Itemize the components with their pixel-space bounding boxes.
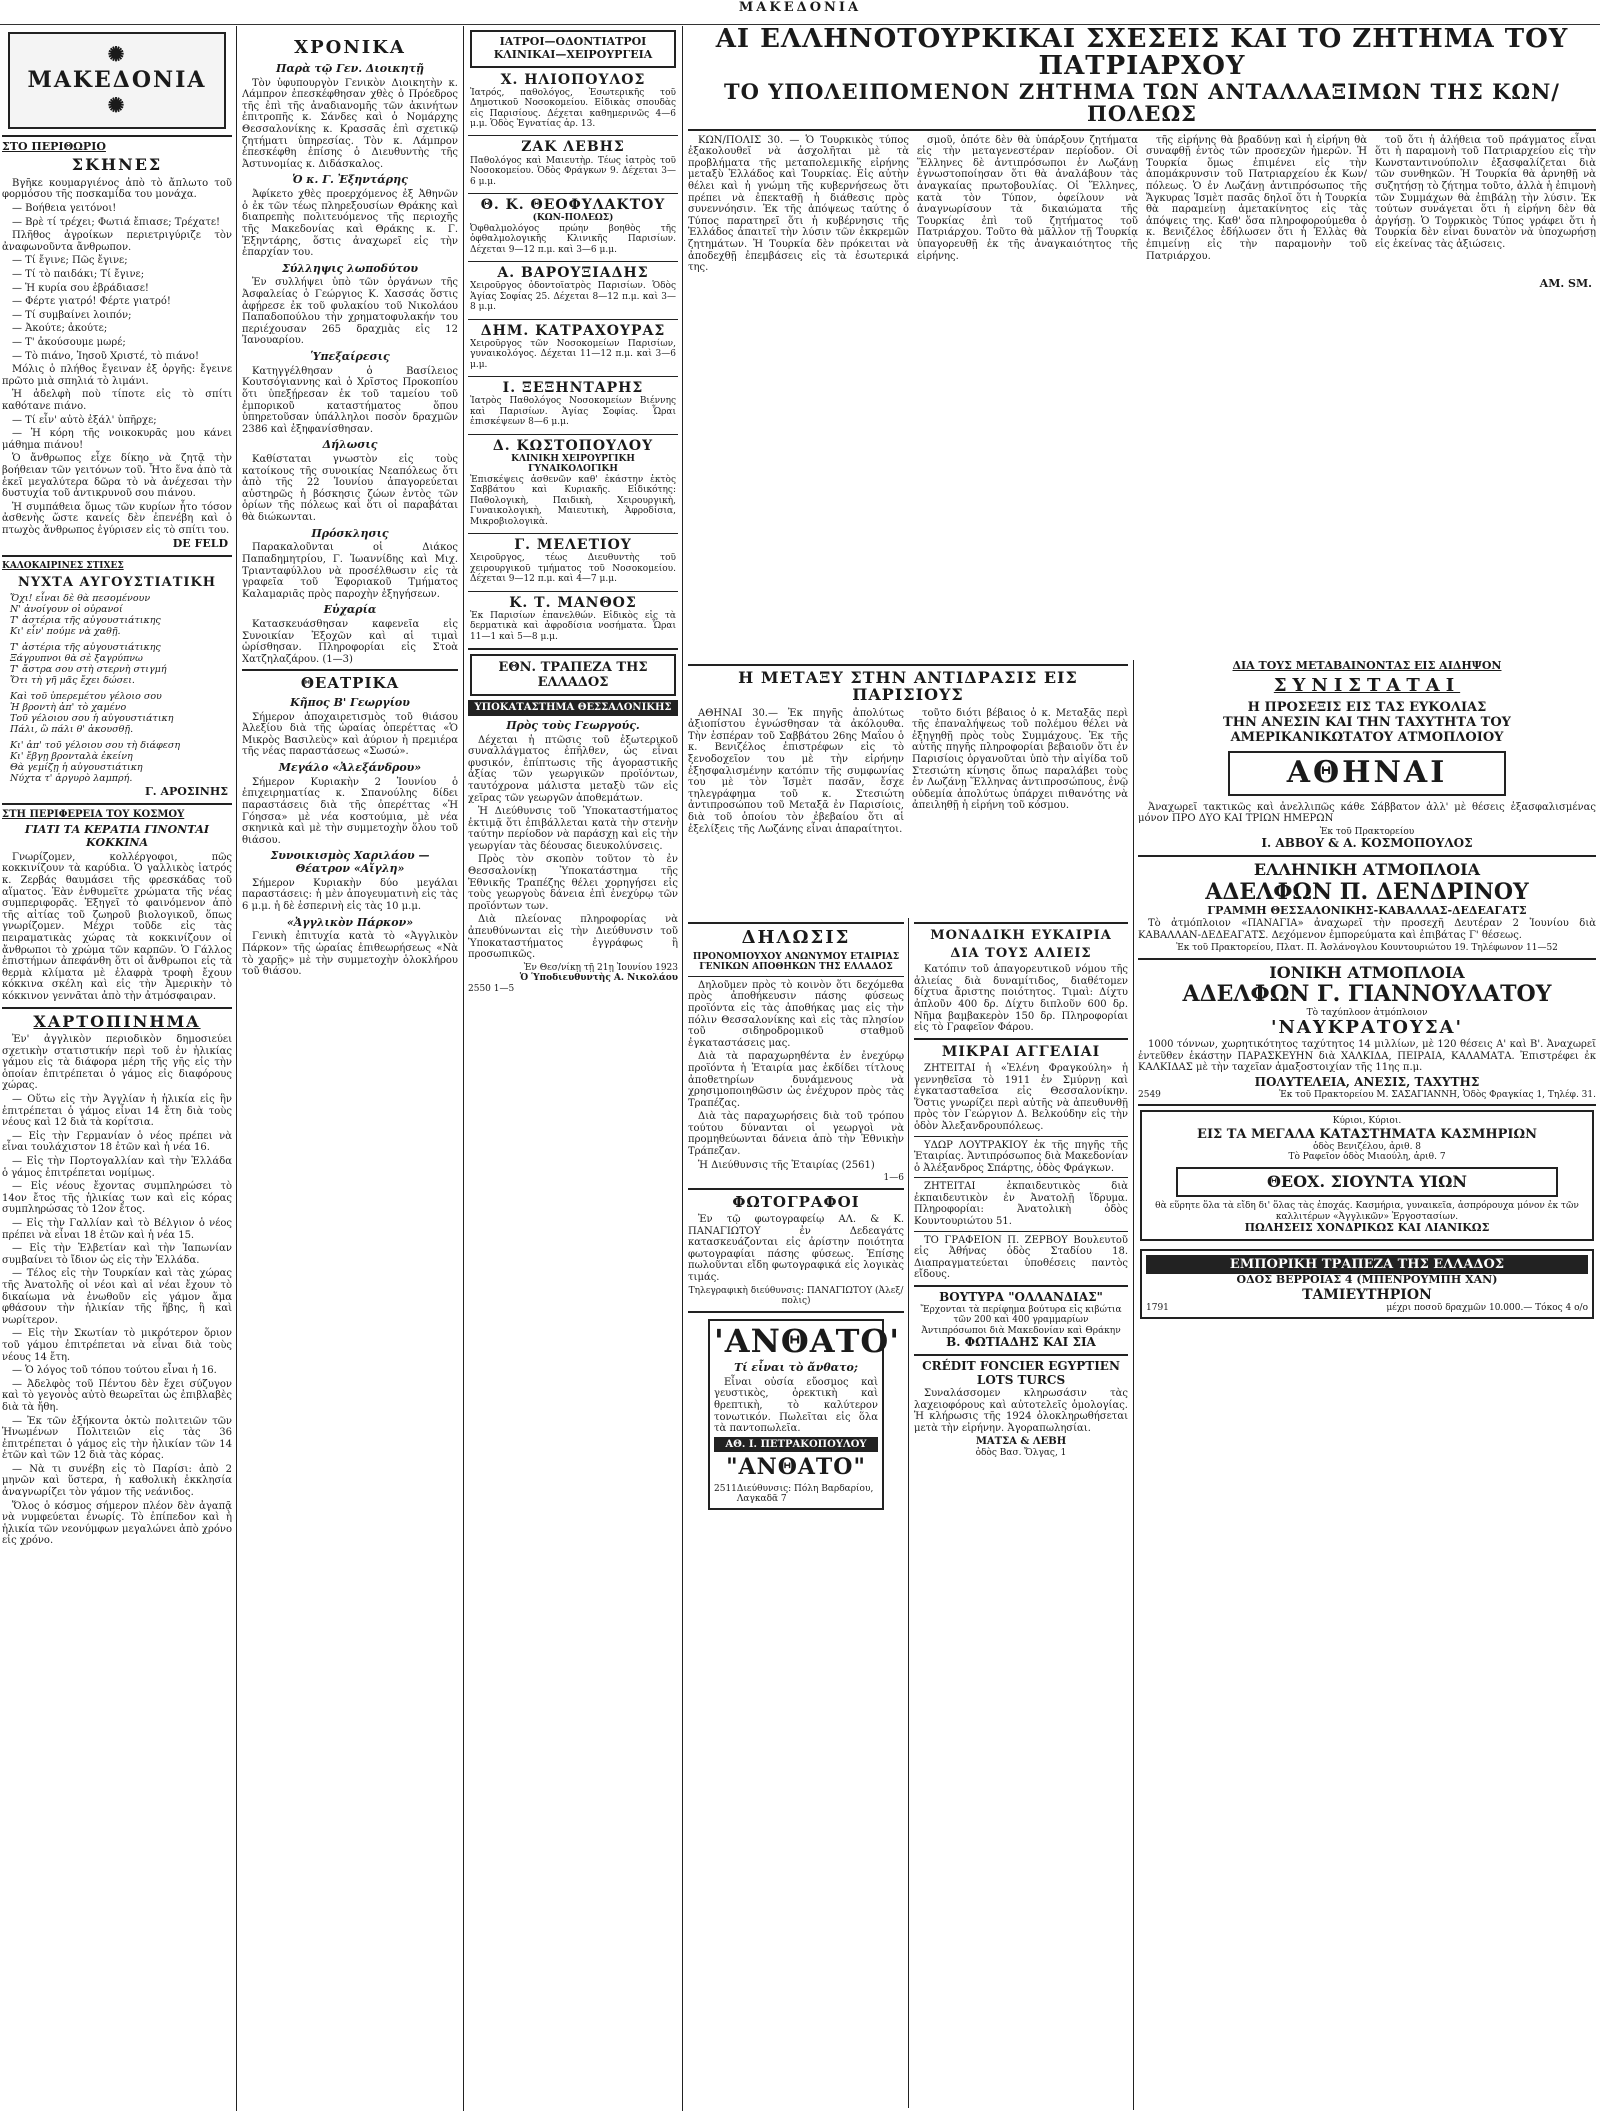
column-ads-left: [688, 918, 904, 2108]
classifieds: ΜΙΚΡΑΙ ΑΓΓΕΛΙΑΙ ΖΗΤΕΙΤΑΙ ἡ «Ἑλένη Φραγκούλη» ἡ γεννηθεῖσα τὸ 1911 ἐν Σμύρνῃ καὶ ἐγκατασταθεῖσα εἰς Θεσσαλονίκην. Ὅστις γνωρίζει περὶ αὐτῆς νὰ ἀπευθυνθῇ πρὸς τὸν Γεώργιον Δ. Βελκούδην εἰς τὴν ὁδὸν Ἀλεξανδρουπόλεως. ΥΔΩΡ ΛΟΥΤΡΑΚΙΟΥ ἐκ τῆς πηγῆς τῆς Ἑταιρίας. Ἀντιπρόσωπος διὰ Μακεδονίαν ὁ Ἀλέξανδρος Σπάρτης, ὁδὸς Φράγκων. ΖΗΤΕΙΤΑΙ ἐκπαιδευτικὸς διὰ ἐκπαιδευτικὸν ἐν Ἀνατολῇ ἵδρυμα. Πληροφορίαι: Ἀνατολικὴ ὁδὸς Κουντουριώτου 51. ΤΟ ΓΡΑΦΕΙΟΝ Π. ΖΕΡΒΟΥ Βουλευτοῦ εἰς Ἀθήνας ὁδὸς Σταδίου 18. Διαπραγματεύεται ὑποθέσεις παντὸς εἴδους.: [914, 1043, 1128, 1281]
lead-subheadline: ΤΟ ΥΠΟΛΕΙΠΟΜΕΝΟΝ ΖΗΤΗΜΑ ΤΩΝ ΑΝΤΑΛΛΑΞΙΜΩΝ ΤΗΣ ΚΩΝ/ΠΟΛΕΩΣ: [724, 78, 1560, 126]
article-body: Γνωρίζομεν, κολλέργοφοι, πῶς κοκκινίζουν τὰ καρύδια. Ὁ γαλλικὸς ἰατρός κ. Ζερβάς θαυμάσει τῆς φρεσκάδας τοῦ αἵματος. Ἐὰν ἐνθυμεῖτε χρώματα τῆς νέας συμπεριφορᾶς. Ἐξηγεῖ τὸ φαινόμενον ἀπὸ τῆς αἰτίας τοῦ ζωηροῦ βιολογικοῦ, ὅπως γνωρίζομεν. Μέχρι τοῦδε εἰς τὰς πειραματικὰς χώρας τὰ κοκκινίζουν οἱ ἄνθρωποι τὸ χρώμα τῶν καρπῶν. Ὁ Γάλλος ἐπιστήμων ἀπεφάνθη ὅτι οἱ ἄνθρωποι εἰς τὰ θερμὰ κλίματα μὲ ἐλαφρὰ τροφὴ ἔχουν κόκκινα σκέλη καὶ εἰς τὴν Ἀμερικὴν τὸ κόκκινον γεννᾶται ἀπὸ τὴν ἀτμόσφαιραν.: [2, 851, 232, 1002]
news-items: Παρὰ τῷ Γεν. Διοικητῇ Τὸν ὑφυπουργὸν Γενικὸν Διοικητὴν κ. Λάμπρον ἐπεσκέφθησαν χθὲς ὁ Πρόεδρος τῆς ἐπὶ τῆς ἀναδιανομῆς τῶν ἀκινήτων ἐπιτροπῆς κ. Σάνδες καὶ ὁ Νομάρχης Θεσσαλονίκης κ. Κρασσᾶς ἐπὶ σχετικῷ ζητήματι ὑπηρεσίας. Τὸν κ. Λάμπρον ἐπεσκέφθη ἐπίσης ὁ Διευθυντὴς τῆς Ἀστυνομίας κ. Διδάσκαλος. Ὁ κ. Γ. Ἐξηντάρης Ἀφίκετο χθὲς προερχόμενος ἐξ Ἀθηνῶν ὁ ἐκ τῶν τέως πληρεξουσίων Θράκης καὶ διαπρεπὴς πολιτευόμενος τῆς περιοχῆς τῆς Μακεδονίας καὶ Θράκης κ. Γ. Ἐξηντάρης, ὅστις ἀναχωρεῖ εἰς τὴν ἐπαρχίαν του. Σύλληψις λωποδύτου Ἐν συλλήψει ὑπὸ τῶν ὀργάνων τῆς Ἀσφαλείας ὁ Γεώργιος Κ. Χασσάς ὅστις ἀφῄρεσε ἐκ τοῦ φυλακίου τοῦ Νικολάου Παπαδοπούλου τὴν χρηματοφυλακήν του περιέχουσαν 265 δραχμὰς εἰς 12 Ἰανουαρίου. Ὑπεξαίρεσις Κατηγγέλθησαν ὁ Βασίλειος Κουτσόγιαννης καὶ ὁ Χρῖστος Προκοπίου ὅτι ὑπεξῄρεσαν ἐκ τοῦ ταμείου τοῦ ἐμπορικοῦ καταστήματος ὅπου ὑπηρετοῦσαν ὑπάλληλοι ποσὸν δραχμῶν 2386 καὶ ἐξηφανίσθησαν. Δήλωσις Καθίσταται γνωστὸν εἰς τοὺς κατοίκους τῆς συνοικίας Νεαπόλεως ὅτι ἀπὸ τῆς 22 Ἰουνίου ἀπαγορεύεται αὐστηρῶς ἡ βόσκησις ζώων ἐντὸς τῶν ὁρίων τῆς πόλεως καὶ ὅτι οἱ παραβάται θὰ διώκωνται. Πρόσκλησις Παρακαλοῦνται οἱ Διάκος Παπαδημητρίου, Γ. Ἰωαννίδης καὶ Μιχ. Τριανταφύλλου νὰ προσέλθωσιν εἰς τὰ γραφεῖα τοῦ Ἐφοριακοῦ Τμήματος Καλαμαριᾶς πρὸς παροχὴν ἐξηγήσεων. Εὐχαρία Κατασκευάσθησαν καφενεῖα εἰς Συνοικίαν Ἐξοχῶν καὶ αἱ τιμαὶ ὡρίσθησαν. Πληροφορίαι εἰς Στοὰ Χατζηλαζάρου. (1—3): [242, 61, 458, 665]
column-3: [468, 26, 678, 2111]
logo-text: ΜΑΚΕΔΟΝΙΑ: [27, 66, 207, 93]
lead-headline: ΑΙ ΕΛΛΗΝΟΤΟΥΡΚΙΚΑΙ ΣΧΕΣΕΙΣ ΚΑΙ ΤΟ ΖΗΤΗΜΑ ΤΟΥ ΠΑΤΡΙΑΡΧΟΥ: [715, 26, 1569, 82]
steamer-athinai-ad: ΔΙΑ ΤΟΥΣ ΜΕΤΑΒΑΙΝΟΝΤΑΣ ΕΙΣ ΑΙΔΗΨΟΝ ΣΥΝΙΣΤΑΤΑΙ Η ΠΡΟΣΕΞΙΣ ΕΙΣ ΤΑΣ ΕΥΚΟΛΙΑΣ ΤΗΝ ΑΝΕΣΙΝ ΚΑΙ ΤΗΝ ΤΑΧΥΤΗΤΑ ΤΟΥ ΑΜΕΡΙΚΑΝΙΚΩΤΑΤΟΥ ΑΤΜΟΠΛΟΙΟΥ ΑΘΗΝΑΙ Ἀναχωρεῖ τακτικῶς καὶ ἀνελλιπῶς κάθε Σάββατον ἀλλ' μὲ θέσεις ἐξασφαλισμένας μόνον ΠΡΟ ΔΥΟ ΚΑΙ ΤΡΙΩΝ ΗΜΕΡΩΝ Ἐκ τοῦ Πρακτορείου Ι. ΑΒΒΟΥ & Α. ΚΟΣΜΟΠΟΥΛΟΣ: [1138, 660, 1596, 851]
column-shipping-ads: [1138, 660, 1596, 2110]
photographers-ad: ΦΩΤΟΓΡΑΦΟΙ Ἐν τῷ φωτογραφείῳ ΑΛ. & Κ. ΠΑΝΑΓΙΩΤΟΥ ἐν Δεδεαγάτς κατασκευάζονται εἰς ἀρίστην ποιότητα φωτογραφίαι πάσης φύσεως. Ἐπίσης πωλοῦνται εἴδη φωτογραφικά εἰς λογικὰς τιμάς. Τηλεγραφικὴ διεύθυνσις: ΠΑΝΑΓΙΩΤΟΥ (Ἀλεξ/πολις): [688, 1192, 904, 1307]
butter-ad: ΒΟΥΤΥΡΑ "ΟΛΛΑΝΔΙΑΣ" Ἔρχονται τὰ περίφημα βούτυρα εἰς κιβώτια τῶν 200 καὶ 400 γραμμαρίων Ἀντιπρόσωποι διὰ Μακεδονίαν καὶ Θράκην Β. ΦΩΤΙΑΔΗΣ ΚΑΙ ΣΙΑ: [920, 1290, 1122, 1350]
storage-notice: ΔΗΛΩΣΙΣ ΠΡΟΝΟΜΙΟΥΧΟΥ ΑΝΩΝΥΜΟΥ ΕΤΑΙΡΙΑΣ ΓΕΝΙΚΩΝ ΑΠΟΘΗΚΩΝ ΤΗΣ ΕΛΛΑΔΟΣ Δηλοῦμεν πρὸς τὸ κοινὸν ὅτι δεχόμεθα πρὸς ἀποθήκευσιν πάσης φύσεως προϊόντα εἰς τὰς ἀποθήκας μας εἰς τὴν πόλιν Θεσσαλονίκης καὶ εἰς τὰς πλησίον τοῦ σιδηροδρομικοῦ σταθμοῦ ἐγκαταστάσεις μας. Διὰ τὰ παραχωρηθέντα ἐν ἐνεχύρῳ προϊόντα ἡ Ἑταιρία μας ἐκδίδει τίτλους ἀποθετηρίων δυνάμενους νὰ χρησιμοποιηθῶσιν ὡς ἐνέχυρον πρὸς τὰς Τραπέζας. Διὰ τὰς παραχωρήσεις διὰ τοῦ τρόπου τούτου δύνανται οἱ γεωργοὶ νὰ προμηθεύωνται δάνεια ἀπὸ τὴν Ἐθνικὴν Τράπεζαν. Ἡ Διεύθυνσις τῆς Ἑταιρίας (2561) 1—6: [688, 927, 904, 1184]
giannoulatou-ad: ΙΟΝΙΚΗ ΑΤΜΟΠΛΟΙΑ ΑΔΕΛΦΩΝ Γ. ΓΙΑΝΝΟΥΛΑΤΟΥ Τὸ ταχύπλοον ἀτμόπλοιον 'ΝΑΥΚΡΑΤΟΥΣΑ' 1000 τόννων, χωρητικότητος ταχύτητος 14 μιλλίων, μὲ 120 θέσεις Α' καὶ Β'. Ἀναχωρεῖ ἐντεῦθεν ἑκάστην ΠΑΡΑΣΚΕΥΗΝ διὰ ΧΑΛΚΙΔΑ, ΠΕΙΡΑΙΑ, ΚΑΛΑΜΑΤΑ. Ἐπιστρέφει ἐκ ΚΑΛΚΙΔΑΣ μὲ τὴν ταχεῖαν ἁμαξοστοιχίαν τῆς 11ης π.μ. ΠΟΛΥΤΕΛΕΙΑ, ΑΝΕΣΙΣ, ΤΑΧΥΤΗΣ 2549 Ἐκ τοῦ Πρακτορείου Μ. ΣΑΣΑΓΙΑΝΝΗ, Ὁδὸς Φραγκίας 1, Τηλέφ. 31.: [1138, 962, 1596, 1100]
poem-signature: Γ. ΑΡΟΣΙΝΗΣ: [144, 784, 228, 798]
signature: DE FELD: [172, 537, 228, 551]
rubric: ΣΤΗ ΠΕΡΙΦΕΡΕΙΑ ΤΟΥ ΚΟΣΜΟΥ: [2, 808, 185, 820]
article-body: Ἐν' ἀγγλικὸν περιοδικὸν δημοσιεύει σχετικὴν στατιστικήν περὶ τοῦ ἐν ἡλικίας γάμου εἰς τὰ διάφορα μέρη τῆς γῆς εἰς τὴν ὁποίαν ἐπιτρέπεται ὁ γάμος εἰς διαφόρους χώρας. — Οὕτω εἰς τὴν Ἀγγλίαν ἡ ἡλικία εἰς ἣν ἐπιτρέπεται ὁ γάμος εἶναι 14 ἔτη διὰ τοὺς νέους καὶ 12 διὰ τὰ κορίτσια. — Εἰς τὴν Γερμανίαν ὁ νέος πρέπει νὰ εἶναι τουλάχιστον 18 ἐτῶν καὶ ἡ νέα 16. — Εἰς τὴν Πορτογαλλίαν καὶ τὴν Ἑλλάδα ὁ γάμος ἐπιτρέπεται νομίμως. — Εἰς νέους ἔχοντας συμπληρώσει τὸ 14ον ἔτος τῆς ἡλικίας των καὶ εἰς κόρας συμπληρώσας τὸ 12ον ἔτος. — Εἰς τὴν Γαλλίαν καὶ τὸ Βέλγιον ὁ νέος πρέπει νὰ εἶναι 18 ἐτῶν καὶ ἡ νέα 15. — Εἰς τὴν Ἑλβετίαν καὶ τὴν Ἰαπωνίαν συμβαίνει τὸ ἴδιον ὡς εἰς τὴν Ἑλλάδα. — Τέλος εἰς τὴν Τουρκίαν καὶ τὰς χώρας τῆς Ἀνατολῆς οἱ νέοι καὶ αἱ νέαι ἔχουν τὸ δικαίωμα νὰ ἐνωθοῦν εἰς γάμον ἅμα φθάσουν τὴν ἡλικίαν τῆς ἥβης, ἢ καὶ νωρίτερον. — Εἰς τὴν Σκωτίαν τὸ μικρότερον ὅριον τοῦ γάμου ἐπιτρέπεται νὰ εἶναι διὰ τοὺς νέους 14 ἔτη. — Ὁ λόγος τοῦ τόπου τούτου εἶναι ἡ 16. — Ἀδελφὸς τοῦ Πέντου δὲν ἔχει σύζυγον καὶ τὸ γεγονὸς αὐτὸ θεωρεῖται ὡς ἐπιβλαβὲς διὰ τὰ ἤθη. — Ἐκ τῶν ἐξήκοντα ὀκτὼ πολιτειῶν τῶν Ἡνωμένων Πολιτειῶν εἰς τὰς 36 ἐπιτρέπεται ὁ γάμος εἰς τὴν ἡλικίαν τῶν 14 ἐτῶν καὶ τῶν 12 διὰ τὰς κόρας. — Νὰ τι συνέβη εἰς τὸ Παρίσι: ἀπὸ 2 μηνῶν καὶ ὕστερα, ἡ καθολικὴ ἐκκλησία ἀναγνωρίζει τὸν γάμον τῆς νεάνιδος. Ὅλος ὁ κόσμος σήμερον πλέον δὲν ἀγαπᾷ νὰ νυμφεύεται ἐνωρίς. Τὸ ἐπίπεδον καὶ ἡ ἡλικία τῶν νεονύμφων μεγαλώνει ἀπὸ χρόνο εἰς χρόνο.: [2, 1034, 232, 1547]
credit-foncier-ad: CRÉDIT FONCIER EGYPTIEN LOTS TURCS Συναλάσσομεν κληρωσάσιν τὰς λαχειοφόρους καὶ αὐτοτελεῖς ὁμολογίας. Ἡ κλήρωσις τῆς 1924 ὁλοκληρωθήσεται μετὰ τὴν εἰρήνην. Ἀγοραπωλησίαι. ΜΑΤΣΑ & ΛΕΒΗ ὁδὸς Βασ. Ὄλγας, 1: [914, 1359, 1128, 1458]
column-ads-right: [914, 918, 1128, 2108]
poem: Ὅχι! εἶναι δὲ θὰ πεσομένουν Ν' ἀνοίγουν οἱ οὐρανοί Τ' ἀστέρια τῆς αὐγουστιάτικης Κι' εἶν' πούμε νὰ χαθῇ. Τ' ἀστέρια τῆς αὐγουστιάτικης Ξάγρυπνοι θὰ σὲ ξαγρύπνω Τ' ἄστρα σου στὴ στερνὴ στιγμή Ὅτι τὴ γῆ μᾶς ἔχει δώσει. Καὶ τοῦ ὑπερεμέτου γέλοιο σου Ἡ βροντὴ ἀπ' τὸ χαμένο Τοῦ γέλοιου σου ἡ αὐγουστιάτικη Πάλι, ὢ πάλι θ' ἀκουσθῇ. Κι' ἀπ' τοῦ γέλοιου σου τὴ διάφεση Κι' ἔβγῃ βρονταλὰ ἐκείνη Θὰ γεμίζῃ ἡ αὐγουστιάτικη Νύχτα τ' ἀργυρὸ λαμπρή.: [10, 592, 181, 784]
fishers-ad: ΜΟΝΑΔΙΚΗ ΕΥΚΑΙΡΙΑ ΔΙΑ ΤΟΥΣ ΑΛΙΕΙΣ Κατόπιν τοῦ ἀπαγορευτικοῦ νόμου τῆς ἁλιείας διὰ δυναμίτιδος, διαθέτομεν δίχτυα ἄριστης ποιότητος. Τιμαὶ: Δίχτυ ἀπλοῦν 400 δρ. Δίχτυ διπλοῦν 600 δρ. Νῆμα βαμβακερὸν 150 δρ. Πληροφορίαι εἰς τὸ Γραφεῖον Φάρου.: [914, 928, 1128, 1034]
article-title: ΣΚΗΝΕΣ: [71, 155, 163, 175]
article-title: Η ΜΕΤΑΞΥ ΣΤΗΝ ΑΝΤΙΔΡΑΣΙΣ ΕΙΣ ΠΑΡΙΣΙΟΥΣ: [738, 668, 1078, 704]
masthead: ΜΑΚΕΔΟΝΙΑ: [0, 0, 1600, 25]
article-body: Βγῆκε κουμαργιένος ἀπὸ τὸ ἄπλωτο τοῦ φορμόσου τῆς ποσκαμίδα του μονάχα. — Βοήθεια γειτόνοι! — Βρὲ τί τρέχει; Φωτιά ἔπιασε; Τρέχατε! Πλῆθος ἀγροίκων περιετριγύριζε τὸν ἀναφωνοῦντα ἄνθρωπον. — Τί ἔγινε; Πῶς ἔγινε; — Τί τὸ παιδάκι; Τί ἔγινε; — Ἡ κυρία σου ἐβράδιασε! — Φέρτε γιατρό! Φέρτε γιατρό! — Τί συμβαίνει λοιπόν; — Ἀκούτε; ἀκούτε; — Τ' ἀκούσουμε μωρέ; — Τὸ πιάνο, Ἰησοῦ Χριστέ, τὸ πιάνο! Μόλις ὁ πλήθος ἔγειναν ἐξ ὀργῆς: ἔγεινε πρῶτο μιὰ σπηλιά τὸ λιμάνι. Ἡ ἀδελφὴ ποὺ τίποτε εἰς τὸ σπίτι καθότανε πιάνο. — Τί εἶν' αὐτὸ ἐξάλ' ὑπῆρχε; — Ἡ κόρη τῆς νοικοκυρᾶς μου κάνει μάθημα πιάνου! Ὁ ἄνθρωπος εἶχε δίκηο νὰ ζητᾷ τὴν βοήθειαν τῶν γειτόνων τοῦ. Ἦτο ἕνα ἀπὸ τὰ ἐκεῖ μεγαλύτερα δῶρα τὸ νὰ ἀνέχεσαι τὴν δυστυχία τοῦ ἀντικρυνοῦ σου πιάνου. Ἡ συμπάθεια ὅμως τῶν κυρίων ἦτο τόσον ἀσθενὴς ὥστε κανείς δὲν ἐπενέβη καὶ ὁ πτωχὸς ἄνθρωπος ἐγύρισεν εἰς τὸ σπίτι του.: [2, 177, 232, 536]
national-bank-notice: ΕΘΝ. ΤΡΑΠΕΖΑ ΤΗΣ ΕΛΛΑΔΟΣ ΥΠΟΚΑΤΑΣΤΗΜΑ ΘΕΣΣΑΛΟΝΙΚΗΣ Πρὸς τοὺς Γεωργούς. Δέχεται ἡ πτῶσις τοῦ ἐξωτερικοῦ συναλλάγματος ἐπῆλθεν, ὡς εἶναι φυσικόν, ἐπίπτωσις τῆς ἀγοραστικῆς ἀξίας τῶν γεωργικῶν προϊόντων, ταυτόχρονα μάλιστα μεταξὺ τῶν εἰς χεῖρας τῶν γεωργῶν ἀποθεμάτων. Ἡ Διεύθυνσις τοῦ Ὑποκαταστήματος ἐκτιμᾷ ὅτι ἐπιβάλλεται κατὰ τὴν στενὴν ταύτην περίοδον νὰ παράσχῃ καὶ εἰς τὴν γεωργίαν τὰς δέουσας διευκολύνσεις. Πρὸς τὸν σκοπὸν τοῦτον τὸ ἐν Θεσσαλονίκῃ Ὑποκατάστημα τῆς Ἐθνικῆς Τραπέζης θέλει χορηγήσει εἰς τοὺς γεωργοὺς δάνεια ἐπὶ ἐνεχύρῳ τῶν προϊόντων των. Διὰ πλείονας πληροφορίας νὰ ἀπευθύνωνται εἰς τὴν Διεύθυνσιν τοῦ Ὑποκαταστήματος ἐγγράφως ἢ προσωπικῶς. Ἐν Θεσ/νίκῃ τῇ 21ῃ Ἰουνίου 1923 Ὁ Ὑποδιευθυντὴς Α. Νικολάου 2550 1—5: [468, 654, 678, 994]
theatre-items: Κῆπος Β' Γεωργίου Σήμερον ἀποχαιρετισμὸς τοῦ θιάσου Ἀλεξίου διὰ τῆς ὡραίας ὀπερέττας «Ὁ Μικρὸς Βασιλεὺς» καὶ ἀύριον ἡ πρεμιέρα τῆς νέας παραστάσεως «Σωσώ». Μεγάλο «Ἀλεξάνδρου» Σήμερον Κυριακὴν 2 Ἰουνίου ὁ ἐπιχειρηματίας κ. Σπανούλης δίδει παραστάσεις διὰ τῆς ὀπερέττας «Ἡ Γόησσα» μὲ νέα κοστούμια, μὲ νέα σκηνικὰ καὶ μὲ τὴν συμμετοχὴν ὅλου τοῦ θιάσου. Συνοικισμὸς Χαριλάου — Θέατρον «Αἴγλη» Σήμερον Κυριακὴν δύο μεγάλαι παραστάσεις: ἡ μὲν ἀπογευματινὴ εἰς τὰς 6 μ.μ. ἡ δὲ ἑσπερινὴ εἰς τὰς 10 μ.μ. «Ἀγγλικὸν Πάρκον» Γενικὴ ἐπιτυχία κατὰ τὸ «Ἀγγλικὸν Πάρκον» τῆς ὡραίας ἐπιθεωρήσεως «Νὰ τὸ χαρῇς» μὲ τὴν συμμετοχὴν ὁλοκλήρου τοῦ θιάσου.: [242, 695, 458, 978]
signature: ΑΜ. SM.: [1539, 276, 1592, 290]
paris-article: [688, 660, 1128, 910]
newspaper-logo: [8, 32, 226, 129]
cashmere-shop-ad: Κύριοι, Κύριοι. ΕΙΣ ΤΑ ΜΕΓΑΛΑ ΚΑΤΑΣΤΗΜΑΤΑ ΚΑΣΜΗΡΙΩΝ ὁδὸς Βενιζέλου, ἀριθ. 8 Τὸ Ραφεῖον ὁδὸς Μιαούλη, ἀριθ. 7 ΘΕΟΧ. ΣΙΟΥΝΤΑ ΥΙΩΝ θὰ εὕρητε ὅλα τὰ εἴδη δι' ὅλας τὰς ἐποχάς. Κασμήρια, γυναικεῖα, ἀσπρόρουχα μόνον ἐκ τῶν καλλιτέρων «Ἀγγλικῶν» Ἐργοστασίων. ΠΩΛΗΣΕΙΣ ΧΟΝΔΡΙΚΩΣ ΚΑΙ ΛΙΑΝΙΚΩΣ: [1140, 1110, 1594, 1241]
anthato-ad: 'ΑΝΘΑΤΟ' Τί εἶναι τὸ ἄνθατο; Εἶναι οὐσία εὔοσμος καὶ γευστικὸς, ὀρεκτικὴ καὶ θρεπτικὴ, τὸ καλύτερον τονωτικόν. Πωλεῖται εἰς ὅλα τὰ παντοπωλεῖα. ΑΘ. Ι. ΠΕΤΡΑΚΟΠΟΥΛΟΥ "ΑΝΘΑΤΟ" 2511 Διεύθυνσις: Πόλη Βαρδαρίου, Λαγκαδᾶ 7: [708, 1319, 884, 1511]
column-rule: [1133, 660, 1134, 2110]
section-title: ΘΕΑΤΡΙΚΑ: [300, 674, 400, 693]
doctors-directory: Χ. ΗΛΙΟΠΟΥΛΟΣ Ἰατρός, παθολόγος, Ἐσωτερικῆς τοῦ Δημοτικοῦ Νοσοκομείου. Εἰδικὰς σπουδὰς εἰς Παρισίους. Δέχεται καθημερινῶς 4—6 μ.μ. Ὁδὸς Ἐγνατίας ἀρ. 13. ΖΑΚ ΛΕΒΗΣ Παθολόγος καὶ Μαιευτὴρ. Τέως ἰατρὸς τοῦ Νοσοκομείου. Ὁδὸς Φράγκων 9. Δέχεται 3—6 μ.μ. Θ. Κ. ΘΕΟΦΥΛΑΚΤΟΥ (ΚΩΝ-ΠΟΛΕΩΣ) Ὀφθαλμολόγος πρώην βοηθὸς τῆς ὀφθαλμολογικῆς Κλινικῆς Παρισίων. Δέχεται 9—12 π.μ. καὶ 3—6 μ.μ. Α. ΒΑΡΟΥΞΙΑΔΗΣ Χειροῦργος ὀδοντοϊατρὸς Παρισίων. Ὁδὸς Ἁγίας Σοφίας 25. Δέχεται 8—12 π.μ. καὶ 3—8 μ.μ. ΔΗΜ. ΚΑΤΡΑΧΟΥΡΑΣ Χειροῦργος τῶν Νοσοκομείων Παρισίων, γυναικολόγος. Δέχεται 11—12 π.μ. καὶ 3—6 μ.μ. Ι. ΞΕΞΗΝΤΑΡΗΣ Ἰατρὸς Παθολόγος Νοσοκομείων Βιέννης καὶ Παρισίων. Ἁγίας Σοφίας. Ὧραι ἐπισκέψεων 8—6 μ.μ. Δ. ΚΩΣΤΟΠΟΥΛΟΥ ΚΛΙΝΙΚΗ ΧΕΙΡΟΥΡΓΙΚΗ ΓΥΝΑΙΚΟΛΟΓΙΚΗ Ἐπισκέψεις ἀσθενῶν καθ' ἑκάστην ἐκτὸς Σαββάτου καὶ Κυριακῆς. Εἰδικότης: Παθολογικὴ, Παιδικὴ, Χειρουργικὴ, Γυναικολογικὴ, Μαιευτικὴ, Ἀφροδίσια, Μικροβιολογικὰ. Γ. ΜΕΛΕΤΙΟΥ Χειροῦργος, τέως Διευθυντὴς τοῦ χειρουργικοῦ τμήματος τοῦ Νοσοκομείου. Δέχεται 9—12 π.μ. καὶ 4—7 μ.μ. Κ. Τ. ΜΑΝΘΟΣ Ἐκ Παρισίων ἐπανελθών. Εἰδικὸς εἰς τὰ δερματικὰ καὶ ἀφροδίσια νοσήματα. Ὧραι 11—1 καὶ 5—8 μ.μ.: [470, 71, 676, 642]
column-rule: [236, 26, 237, 2111]
dendrinou-ad: ΕΛΛΗΝΙΚΗ ΑΤΜΟΠΛΟΙΑ ΑΔΕΛΦΩΝ Π. ΔΕΝΔΡΙΝΟΥ ΓΡΑΜΜΗ ΘΕΣΣΑΛΟΝΙΚΗΣ-ΚΑΒΑΛΛΑΣ-ΔΕΔΕΑΓΑΤΣ Τὸ ἀτμόπλοιον «ΠΑΝΑΓΙΑ» ἀναχωρεῖ τὴν προσεχῆ Δευτέραν 2 Ἰουνίου διὰ ΚΑΒΑΛΛΑΝ-ΔΕΔΕΑΓΑΤΣ. Δεχόμενον ἐμπορεύματα καὶ ἐπιβάτας Γ' θέσεως. Ἐκ τοῦ Πρακτορείου, Πλατ. Π. Ἀσλάνογλου Κουντουριώτου 19. Τηλέφωνον 11—52: [1138, 860, 1596, 954]
column-2: [242, 26, 458, 2111]
column-rule: [463, 26, 464, 2111]
ornament-icon: ✺: [107, 42, 127, 66]
commercial-bank-ad: ΕΜΠΟΡΙΚΗ ΤΡΑΠΕΖΑ ΤΗΣ ΕΛΛΑΔΟΣ ΟΔΟΣ ΒΕΡΡΟΙΑΣ 4 (ΜΠΕΝΡΟΥΜΠΗ ΧΑΝ) ΤΑΜΙΕΥΤΗΡΙΟΝ 1791 μέχρι ποσοῦ δραχμῶν 10.000.— Τόκος 4 ο/ο: [1140, 1249, 1594, 1320]
article-body: ΑΘΗΝΑΙ 30.— Ἐκ πηγῆς ἀπολύτως ἀξιοπίστου ἐγνώσθησαν τὰ ἀκόλουθα. Τὴν ἑσπέραν τοῦ Σαββάτου 26ης Μαΐου ὁ κ. Βενιζέλος ἐπιστρέφων εἰς τὸ ξενοδοχεῖον του μὲ τὴν εἰρήνην ἐξησφαλισμένην κατόπιν τῆς συμφωνίας του μὲ τὸν Ἰσμὲτ πασᾶν, ἔσχε τηλεγράφημα τοῦ κ. Στεσιώτη ἀντιπροσώπου τοῦ Μεταξᾶ ἐν Παρισίοις, διὰ τοῦ ὁποίου τὸν ἐβεβαίου ὅτι αἱ ἐξελίξεις τῆς Λωζάνης εἶναι ἀπαραίτητοι. τοῦτο διότι βέβαιος ὁ κ. Μεταξᾶς περὶ τῆς ἐπαναλήψεως τοῦ πολέμου θέλει νὰ ἐξηγηθῇ πρὸς τοὺς Συμμάχους. Ἐκ τῆς αὐτῆς πηγῆς πληροφορίαι βεβαιοῦν ὅτι ἐν Παρισίοις ὀργανοῦται ὑπὸ τὴν αἰγίδα τοῦ Στεσιώτη κίνησις ὅπως παραλάβει τοὺς ἐν Λωζάνῃ Ἕλληνας ἀντιπροσώπους, ἐνῷ οὐδεμία ἀπολύτως ὑπάρχει πιθανότης νὰ ἀπειληθῇ ἡ εἰρήνη τοῦ κόσμου.: [688, 707, 1128, 835]
doctors-header: ΙΑΤΡΟΙ—ΟΔΟΝΤΙΑΤΡΟΙ ΚΛΙΝΙΚΑΙ—ΧΕΙΡΟΥΡΓΕΙΑ: [470, 30, 676, 68]
ornament-icon: ✺: [107, 93, 127, 118]
lead-article: [688, 26, 1596, 661]
rubric: ΣΤΟ ΠΕΡΙΘΩΡΙΟ: [2, 139, 106, 153]
section-title: ΧΡΟΝΙΚΑ: [294, 37, 406, 58]
lead-body: ΚΩΝ/ΠΟΛΙΣ 30. — Ὁ Τουρκικὸς τύπος ἐξακολουθεῖ νὰ ἀσχολῆται μὲ τὰ προβλήματα τῆς μεταπολεμικῆς εἰρήνης μεταξὺ Ἑλλάδος καὶ Τουρκίας. Εἰς αὐτὴν θέλει καὶ ἡ γνώμη τῆς κυβερνήσεως ὅτι πρέπει νὰ ἐπεκταθῇ ἡ διάθεσις πρὸς συνεννόησιν. Ἐκ τῆς ἀπόψεως ταύτης ὁ Τύπος παρατηρεῖ ὅτι ἡ κυβέρνησις τῆς Ἑλλάδος ἀπαιτεῖ τὴν λύσιν τῶν ἐκκρεμῶν ζητημάτων. Ἡ Τουρκία δὲν πρόκειται νὰ ἀποδεχθῇ ἐπεμβάσεις εἰς τὰ ἐσωτερικά της. σμοῦ, ὁπότε δὲν θὰ ὑπάρξουν ζητήματα εἰς τὴν μεταγενεστέραν περίοδον. Οἱ Ἕλληνες δὲ ἀντιπρόσωποι ἐν Λωζάνῃ ἐγνωστοποίησαν ὅτι θὰ ἀναλάβουν τὰς ἀναγκαίας πρωτοβουλίας. Οἱ Ἕλληνες, κατὰ τὸν Τύπον, ὀφείλουν νὰ ἀναγνωρίσουν τὰ δικαιώματα τῆς Τουρκίας ἐπὶ τοῦ ζητήματος τοῦ Πατριάρχου. Τοῦτο θὰ μᾶλλον τῇ Τουρκίᾳ ὑπαγορευθῇ ἐκ τῆς ἀναγκαιότητος τῆς εἰρήνης. τῆς εἰρήνης θὰ βραδύνῃ καὶ ἡ εἰρήνη θὰ συναφθῇ ἐντὸς τῶν προσεχῶν ἡμερῶν. Ἡ Τουρκία ὅμως ἐπιμένει εἰς τὴν ἀπομάκρυνσιν τοῦ Πατριαρχείου ἐκ Κων/πόλεως. Ὁ ἐν Λωζάνῃ ἀντιπρόσωπος τῆς Ἄγκυρας Ἰσμὲτ πασᾶς δηλοῖ ὅτι ἡ Τουρκία θὰ παραμείνῃ ἀμετακίνητος εἰς τὰς ἀπόψεις της. Καθ' ὅσα πληροφορούμεθα ὁ κ. Βενιζέλος ἐδήλωσεν ὅτι ἡ Ἑλλὰς θὰ ἐπιμείνῃ εἰς τὴν παραμονὴν τοῦ Πατριάρχου. τοῦ ὅτι ἡ ἀλήθεια τοῦ πράγματος εἶναι ὅτι ἡ παραμονὴ τοῦ Πατριαρχείου εἰς τὴν Κωνσταντινούπολιν ἐξασφαλίζεται διὰ τῶν συνθηκῶν. Ἡ Τουρκία θὰ ἀρνηθῇ νὰ συζητήσῃ τὸ ζήτημα τοῦτο, ἀλλὰ ἡ ἐπιμονὴ τῶν Συμμάχων θὰ ἐπιβάλῃ τὴν λύσιν. Ἐκ τούτων συνάγεται ὅτι ἡ εἰρήνη δὲν θὰ ἀργήσῃ. Ὁ Τουρκικὸς Τύπος γράφει ὅτι ἡ Τουρκία δὲν εἶναι δυνατὸν νὰ ὑποχωρήσῃ εἰς ἐκείνας τὰς ἀξιώσεις.: [688, 134, 1596, 274]
column-rule: [682, 26, 683, 2111]
column-rule: [908, 918, 909, 2108]
article-title: ΧΑΡΤΟΠΙΝΗΜΑ: [33, 1011, 201, 1031]
rubric: ΚΑΛΟΚΑΙΡΙΝΕΣ ΣΤΙΧΕΣ: [2, 561, 124, 572]
column-1: [2, 26, 232, 2111]
article-title: ΓΙΑΤΙ ΤΑ ΚΕΡΑΤΙΑ ΓΙΝΟΝΤΑΙ ΚΟΚΚΙΝΑ: [24, 823, 210, 850]
poem-title: ΝΥΧΤΑ ΑΥΓΟΥΣΤΙΑΤΙΚΗ: [17, 574, 217, 590]
